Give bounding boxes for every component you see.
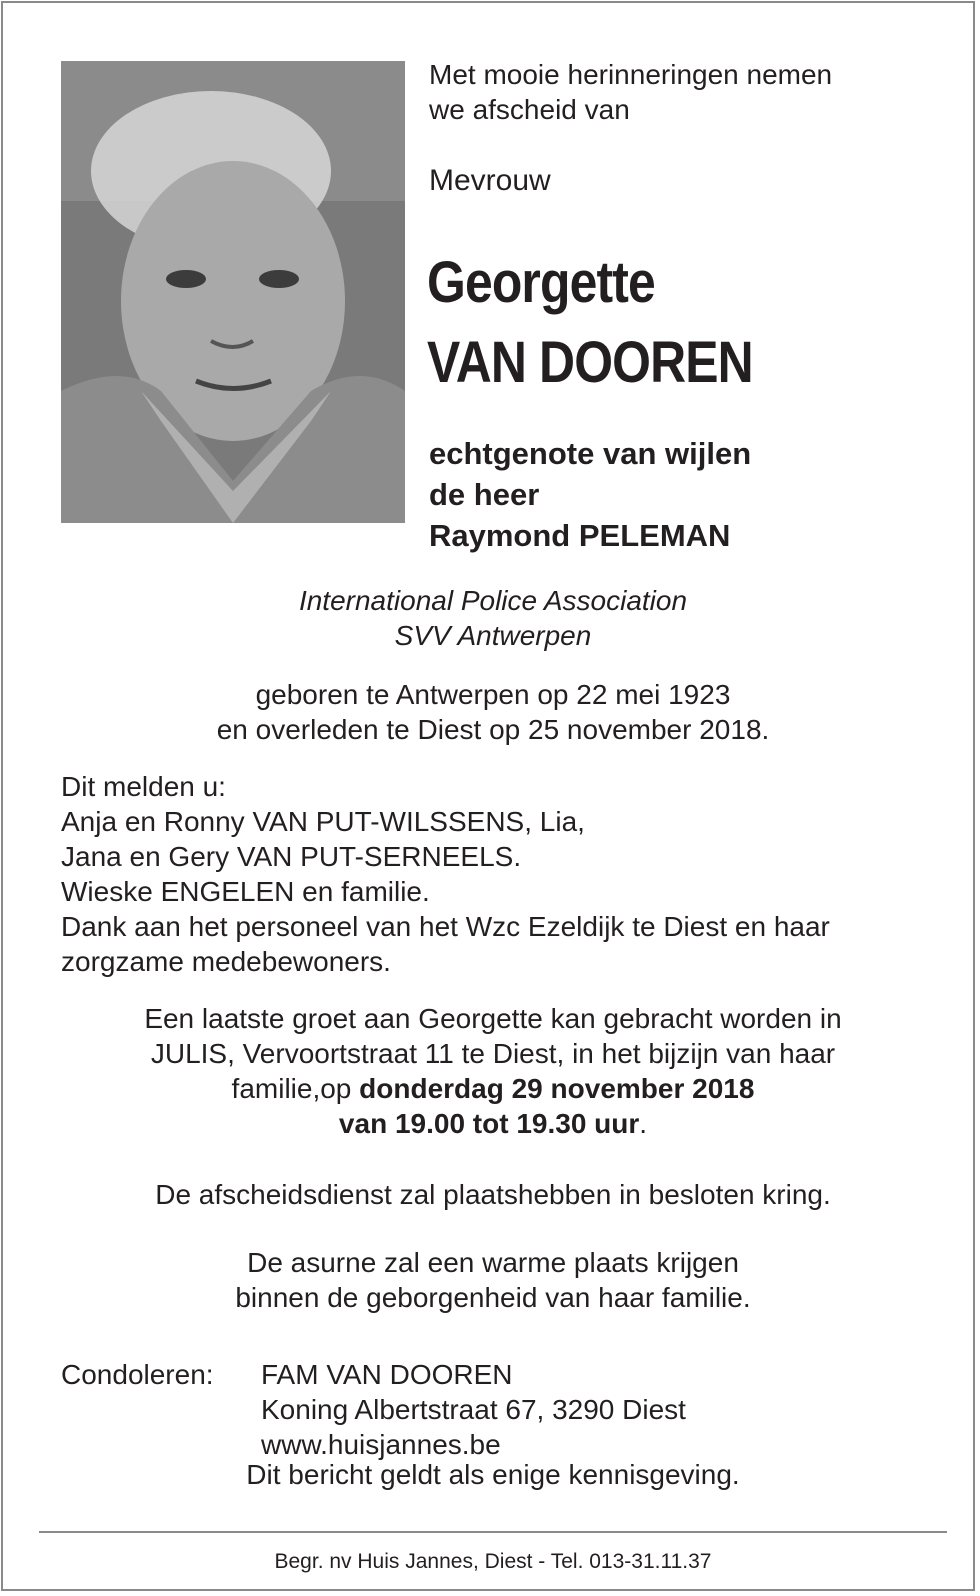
greeting-line	[43, 1106, 943, 1141]
greeting-prefix: familie,op	[231, 1073, 360, 1104]
last-name: VAN DOOREN	[427, 330, 753, 395]
announcer-line: zorgzame medebewoners.	[61, 946, 391, 977]
greeting-suffix: .	[639, 1108, 648, 1139]
announcer-line: Jana en Gery VAN PUT-SERNEELS.	[61, 841, 522, 872]
spouse-name: Raymond PELEMAN	[429, 518, 731, 553]
condolences-street: Koning Albertstraat 67, 3290 Diest	[261, 1394, 686, 1425]
association-line: International Police Association	[298, 585, 688, 616]
footer-divider	[39, 1531, 947, 1533]
service-notice: De afscheidsdienst zal plaatshebben in besloten kring.	[155, 1179, 831, 1210]
greeting-date: donderdag 29 november 2018	[359, 1073, 755, 1104]
deceased-name	[427, 243, 753, 403]
obituary-card	[1, 1, 975, 1591]
notice-text: Dit bericht geldt als enige kennisgeving.	[246, 1459, 740, 1490]
urn-line: binnen de geborgenheid van haar familie.	[235, 1282, 751, 1313]
association-line: SVV Antwerpen	[394, 620, 592, 651]
announcer-line: Anja en Ronny VAN PUT-WILSSENS, Lia,	[61, 806, 585, 837]
funeral-home-footer: Begr. nv Huis Jannes, Diest - Tel. 013-31.11.37	[274, 1550, 712, 1573]
birth-line: geboren te Antwerpen op 22 mei 1923	[255, 679, 731, 710]
last-greeting	[43, 1001, 943, 1141]
urn-line: De asurne zal een warme plaats krijgen	[247, 1247, 739, 1278]
condolences-website: www.huisjannes.be	[261, 1429, 501, 1460]
announcer-line: Wieske ENGELEN en familie.	[61, 876, 430, 907]
condolences-label: Condoleren:	[61, 1359, 214, 1390]
greeting-line: JULIS, Vervoortstraat 11 te Diest, in het bijzijn van haar	[150, 1038, 836, 1069]
association	[43, 583, 943, 653]
honorific: Mevrouw	[429, 164, 551, 197]
condolences-name: FAM VAN DOOREN	[261, 1359, 513, 1390]
death-line: en overleden te Diest op 25 november 2018.	[216, 714, 770, 745]
announcer-line: Dank aan het personeel van het Wzc Ezeldijk te Diest en haar	[61, 911, 830, 942]
urn-notice	[43, 1245, 943, 1315]
spouse-info	[429, 433, 751, 556]
announcer-line: Dit melden u:	[61, 771, 226, 802]
intro-text	[429, 57, 832, 127]
greeting-time: van 19.00 tot 19.30 uur	[338, 1108, 640, 1139]
spouse-line: de heer	[429, 477, 540, 512]
intro-line: Met mooie herinneringen nemen	[429, 59, 833, 90]
announcers	[61, 769, 830, 979]
condolences-address	[261, 1357, 686, 1462]
portrait-photo	[61, 61, 405, 523]
greeting-line	[43, 1071, 943, 1106]
greeting-line: Een laatste groet aan Georgette kan gebracht worden in	[144, 1003, 842, 1034]
intro-line: we afscheid van	[429, 94, 630, 125]
birth-death-dates	[43, 677, 943, 747]
spouse-line: echtgenote van wijlen	[429, 436, 752, 471]
first-name: Georgette	[427, 250, 655, 315]
